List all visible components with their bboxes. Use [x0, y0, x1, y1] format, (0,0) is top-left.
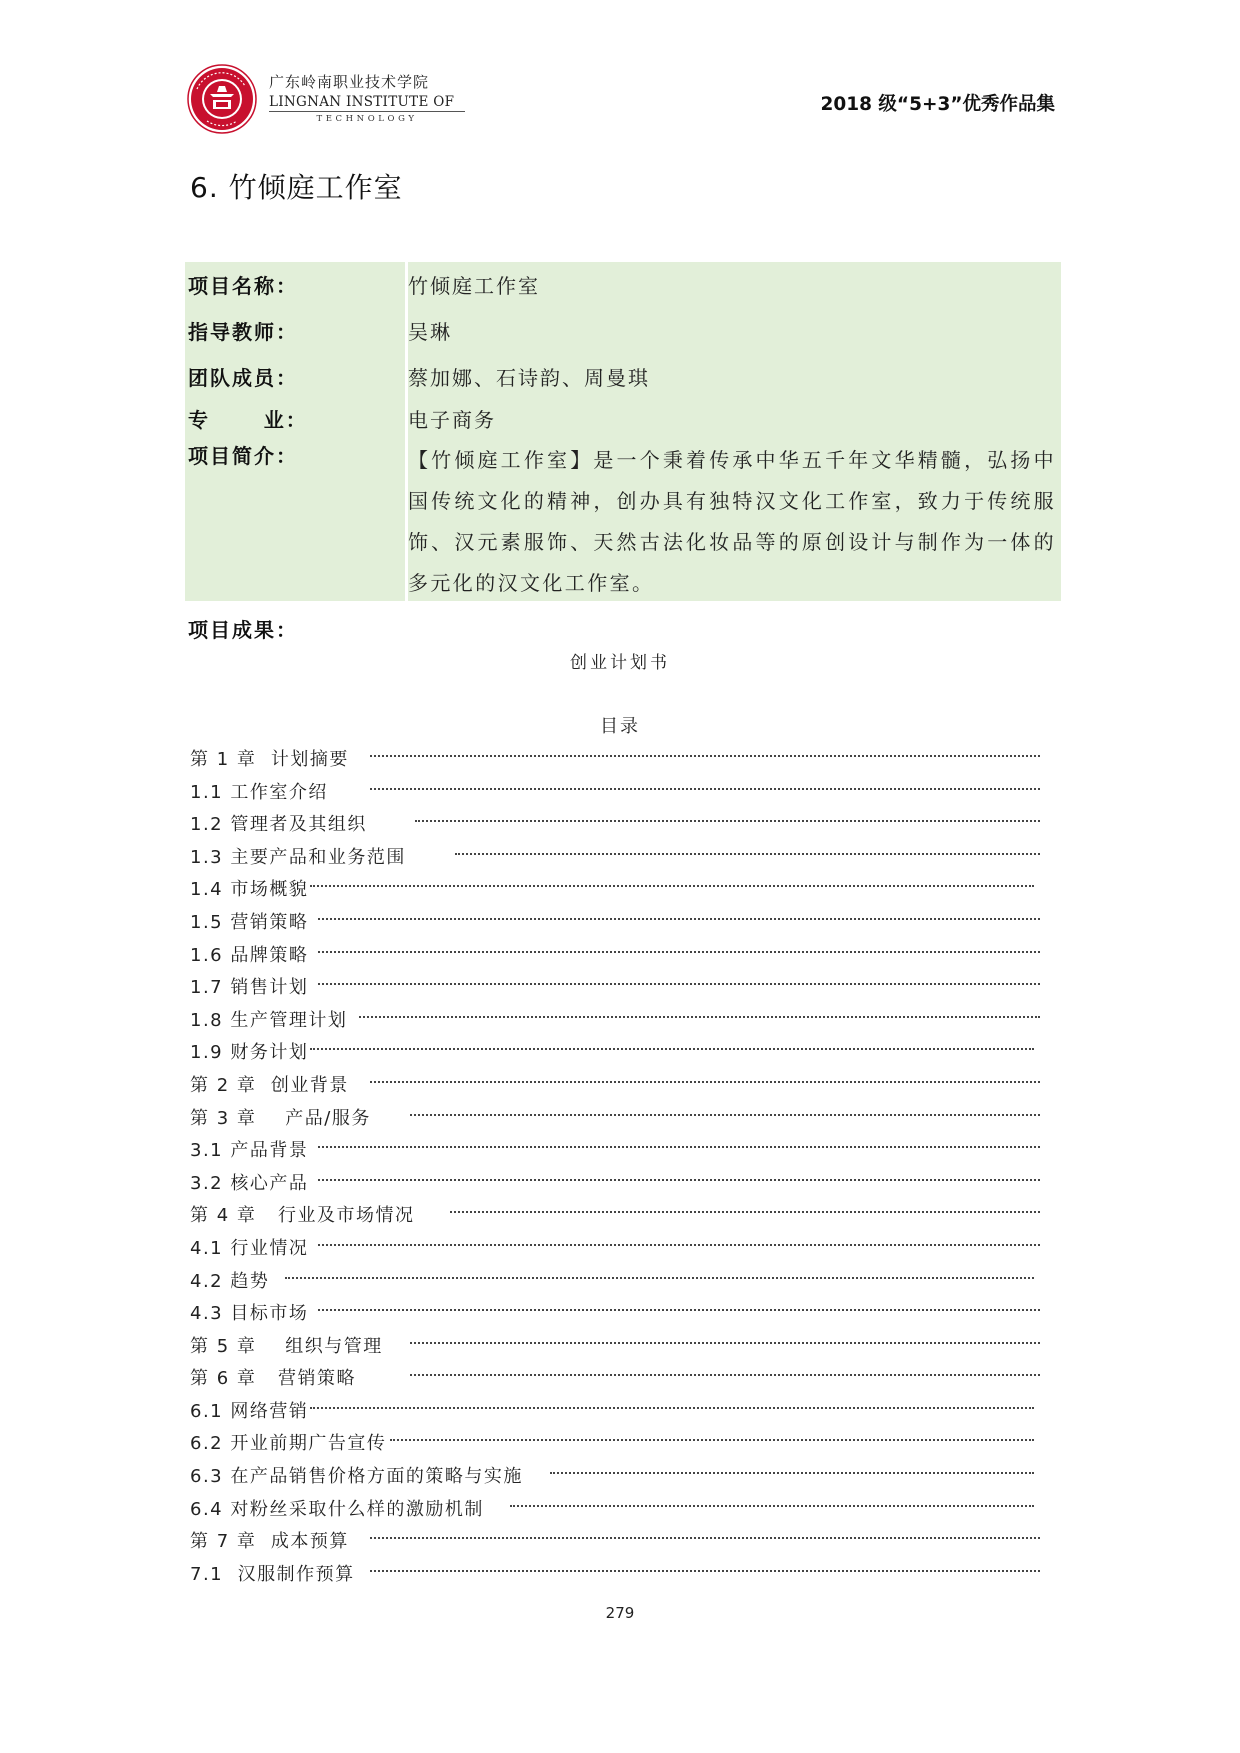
info-label: 团队成员： [188, 366, 298, 390]
toc-entry-text: 第 5 章 组织与管理 [190, 1332, 399, 1358]
toc-entry-text: 1.9 财务计划 [190, 1038, 310, 1064]
info-label: 项目名称： [188, 274, 298, 298]
toc-entry-text: 6.1 网络营销 [190, 1397, 310, 1423]
page-number: 279 [605, 1604, 635, 1622]
toc-entry [190, 1198, 1040, 1231]
info-value: 吴琳 [408, 320, 452, 344]
toc-leader-dots [410, 1342, 1040, 1344]
toc-entry [190, 1068, 1040, 1101]
section-title: 6. 竹倾庭工作室 [190, 171, 403, 204]
toc-leader-dots [390, 1439, 1034, 1441]
toc-entry [190, 1361, 1040, 1394]
institution-divider [269, 111, 465, 112]
toc-entry [190, 1035, 1040, 1068]
toc-leader-dots [310, 1309, 1040, 1311]
toc-entry-text: 6.4 对粉丝采取什么样的激励机制 [190, 1495, 486, 1521]
info-label: 项目简介： [188, 444, 298, 468]
toc-entry-text: 1.7 销售计划 [190, 973, 318, 999]
toc-entry-text: 4.2 趋势 [190, 1267, 271, 1293]
toc-entry [190, 1524, 1040, 1557]
toc-leader-dots [410, 1114, 1040, 1116]
institution-name-en: LINGNAN INSTITUTE OF [269, 94, 455, 110]
toc-leader-dots [310, 1244, 1040, 1246]
toc-leader-dots [370, 1537, 1040, 1539]
toc-leader-dots [310, 1407, 1034, 1409]
toc-leader-dots [285, 1277, 1034, 1279]
toc-leader-dots [450, 1211, 1040, 1213]
toc-entry-text: 3.2 核心产品 [190, 1169, 318, 1195]
toc-entry [190, 1231, 1040, 1264]
toc-entry [190, 1426, 1040, 1459]
toc-leader-dots [510, 1505, 1034, 1507]
toc-entry-text: 1.4 市场概貌 [190, 875, 310, 901]
toc-entry [190, 1459, 1040, 1492]
collection-title: 2018 级“5+3”优秀作品集 [820, 94, 1055, 115]
toc-entry [190, 1296, 1040, 1329]
toc-leader-dots [310, 983, 1040, 985]
toc-leader-dots [370, 1570, 1040, 1572]
toc-entry [190, 905, 1040, 938]
project-intro-text: 【竹倾庭工作室】是一个秉着传承中华五千年文华精髓，弘扬中国传统文化的精神，创办具有独特汉文化工作室，致力于传统服饰、汉元素服饰、天然古法化妆品等的原创设计与制作为一体的多元化的汉文化工作室。 [408, 448, 1056, 595]
toc-leader-dots [455, 853, 1040, 855]
toc-leader-dots [370, 788, 1040, 790]
info-value: 竹倾庭工作室 [408, 274, 540, 298]
toc-entry [190, 1329, 1040, 1362]
toc-entry-text: 第 2 章 创业背景 [190, 1071, 358, 1097]
results-label: 项目成果： [188, 618, 298, 642]
toc-entry-text: 4.3 目标市场 [190, 1299, 318, 1325]
toc-entry-text: 1.8 生产管理计划 [190, 1006, 357, 1032]
toc-entry [190, 1394, 1040, 1427]
toc-leader-dots [310, 951, 1040, 953]
toc-entry-text: 3.1 产品背景 [190, 1136, 318, 1162]
info-label: 指导教师： [188, 320, 298, 344]
institution-name-cn: 广东岭南职业技术学院 [269, 73, 430, 91]
toc-leader-dots [310, 918, 1040, 920]
toc-entry [190, 1003, 1040, 1036]
toc-entry-text: 1.2 管理者及其组织 [190, 810, 383, 836]
info-value: 电子商务 [408, 408, 496, 432]
toc-entry-text: 第 7 章 成本预算 [190, 1527, 358, 1553]
toc-entry-text: 1.6 品牌策略 [190, 941, 318, 967]
institution-logo [187, 64, 257, 134]
toc-entry [190, 807, 1040, 840]
toc-entry [190, 938, 1040, 971]
toc-leader-dots [550, 1472, 1034, 1474]
info-label: 专 业： [188, 408, 308, 432]
toc-leader-dots [310, 1179, 1040, 1181]
toc-leader-dots [310, 1048, 1034, 1050]
info-value: 蔡加娜、石诗韵、周曼琪 [408, 366, 650, 390]
toc-leader-dots [310, 885, 1034, 887]
toc-leader-dots [310, 1146, 1040, 1148]
toc-entry-text: 第 1 章 计划摘要 [190, 745, 358, 771]
toc-entry [190, 1133, 1040, 1166]
project-info-table [185, 262, 1061, 601]
toc-leader-dots [340, 1016, 1040, 1018]
toc-entry-text: 7.1 汉服制作预算 [190, 1560, 357, 1586]
toc-leader-dots [370, 1081, 1040, 1083]
toc-entry-text: 6.3 在产品销售价格方面的策略与实施 [190, 1462, 525, 1488]
toc-entry-text: 6.2 开业前期广告宣传 [190, 1429, 388, 1455]
toc-title: 目录 [600, 716, 640, 737]
toc-entry [190, 872, 1040, 905]
toc-entry-text: 4.1 行业情况 [190, 1234, 318, 1260]
toc-entry-text: 第 4 章 行业及市场情况 [190, 1201, 431, 1227]
page-header [187, 64, 1067, 134]
toc-leader-dots [415, 820, 1040, 822]
business-plan-title: 创业计划书 [570, 653, 670, 673]
toc-entry [190, 775, 1040, 808]
toc-leader-dots [370, 755, 1040, 757]
toc-entry [190, 1264, 1040, 1297]
toc-entry [190, 1101, 1040, 1134]
toc-leader-dots [410, 1374, 1040, 1376]
toc-entry [190, 742, 1040, 775]
toc-entry [190, 1166, 1040, 1199]
toc-entry-text: 1.5 营销策略 [190, 908, 318, 934]
toc-entry [190, 840, 1040, 873]
toc-entry-text: 第 6 章 营销策略 [190, 1364, 387, 1390]
toc-entry [190, 1557, 1040, 1590]
toc-entry [190, 1492, 1040, 1525]
toc-entry-text: 1.3 主要产品和业务范围 [190, 843, 422, 869]
toc-entry [190, 970, 1040, 1003]
institution-name [269, 71, 465, 124]
toc-entry-text: 1.1 工作室介绍 [190, 778, 344, 804]
table-of-contents [190, 742, 1040, 1589]
toc-entry-text: 第 3 章 产品/服务 [190, 1104, 387, 1130]
institution-name-en-line2: TECHNOLOGY [316, 114, 418, 124]
